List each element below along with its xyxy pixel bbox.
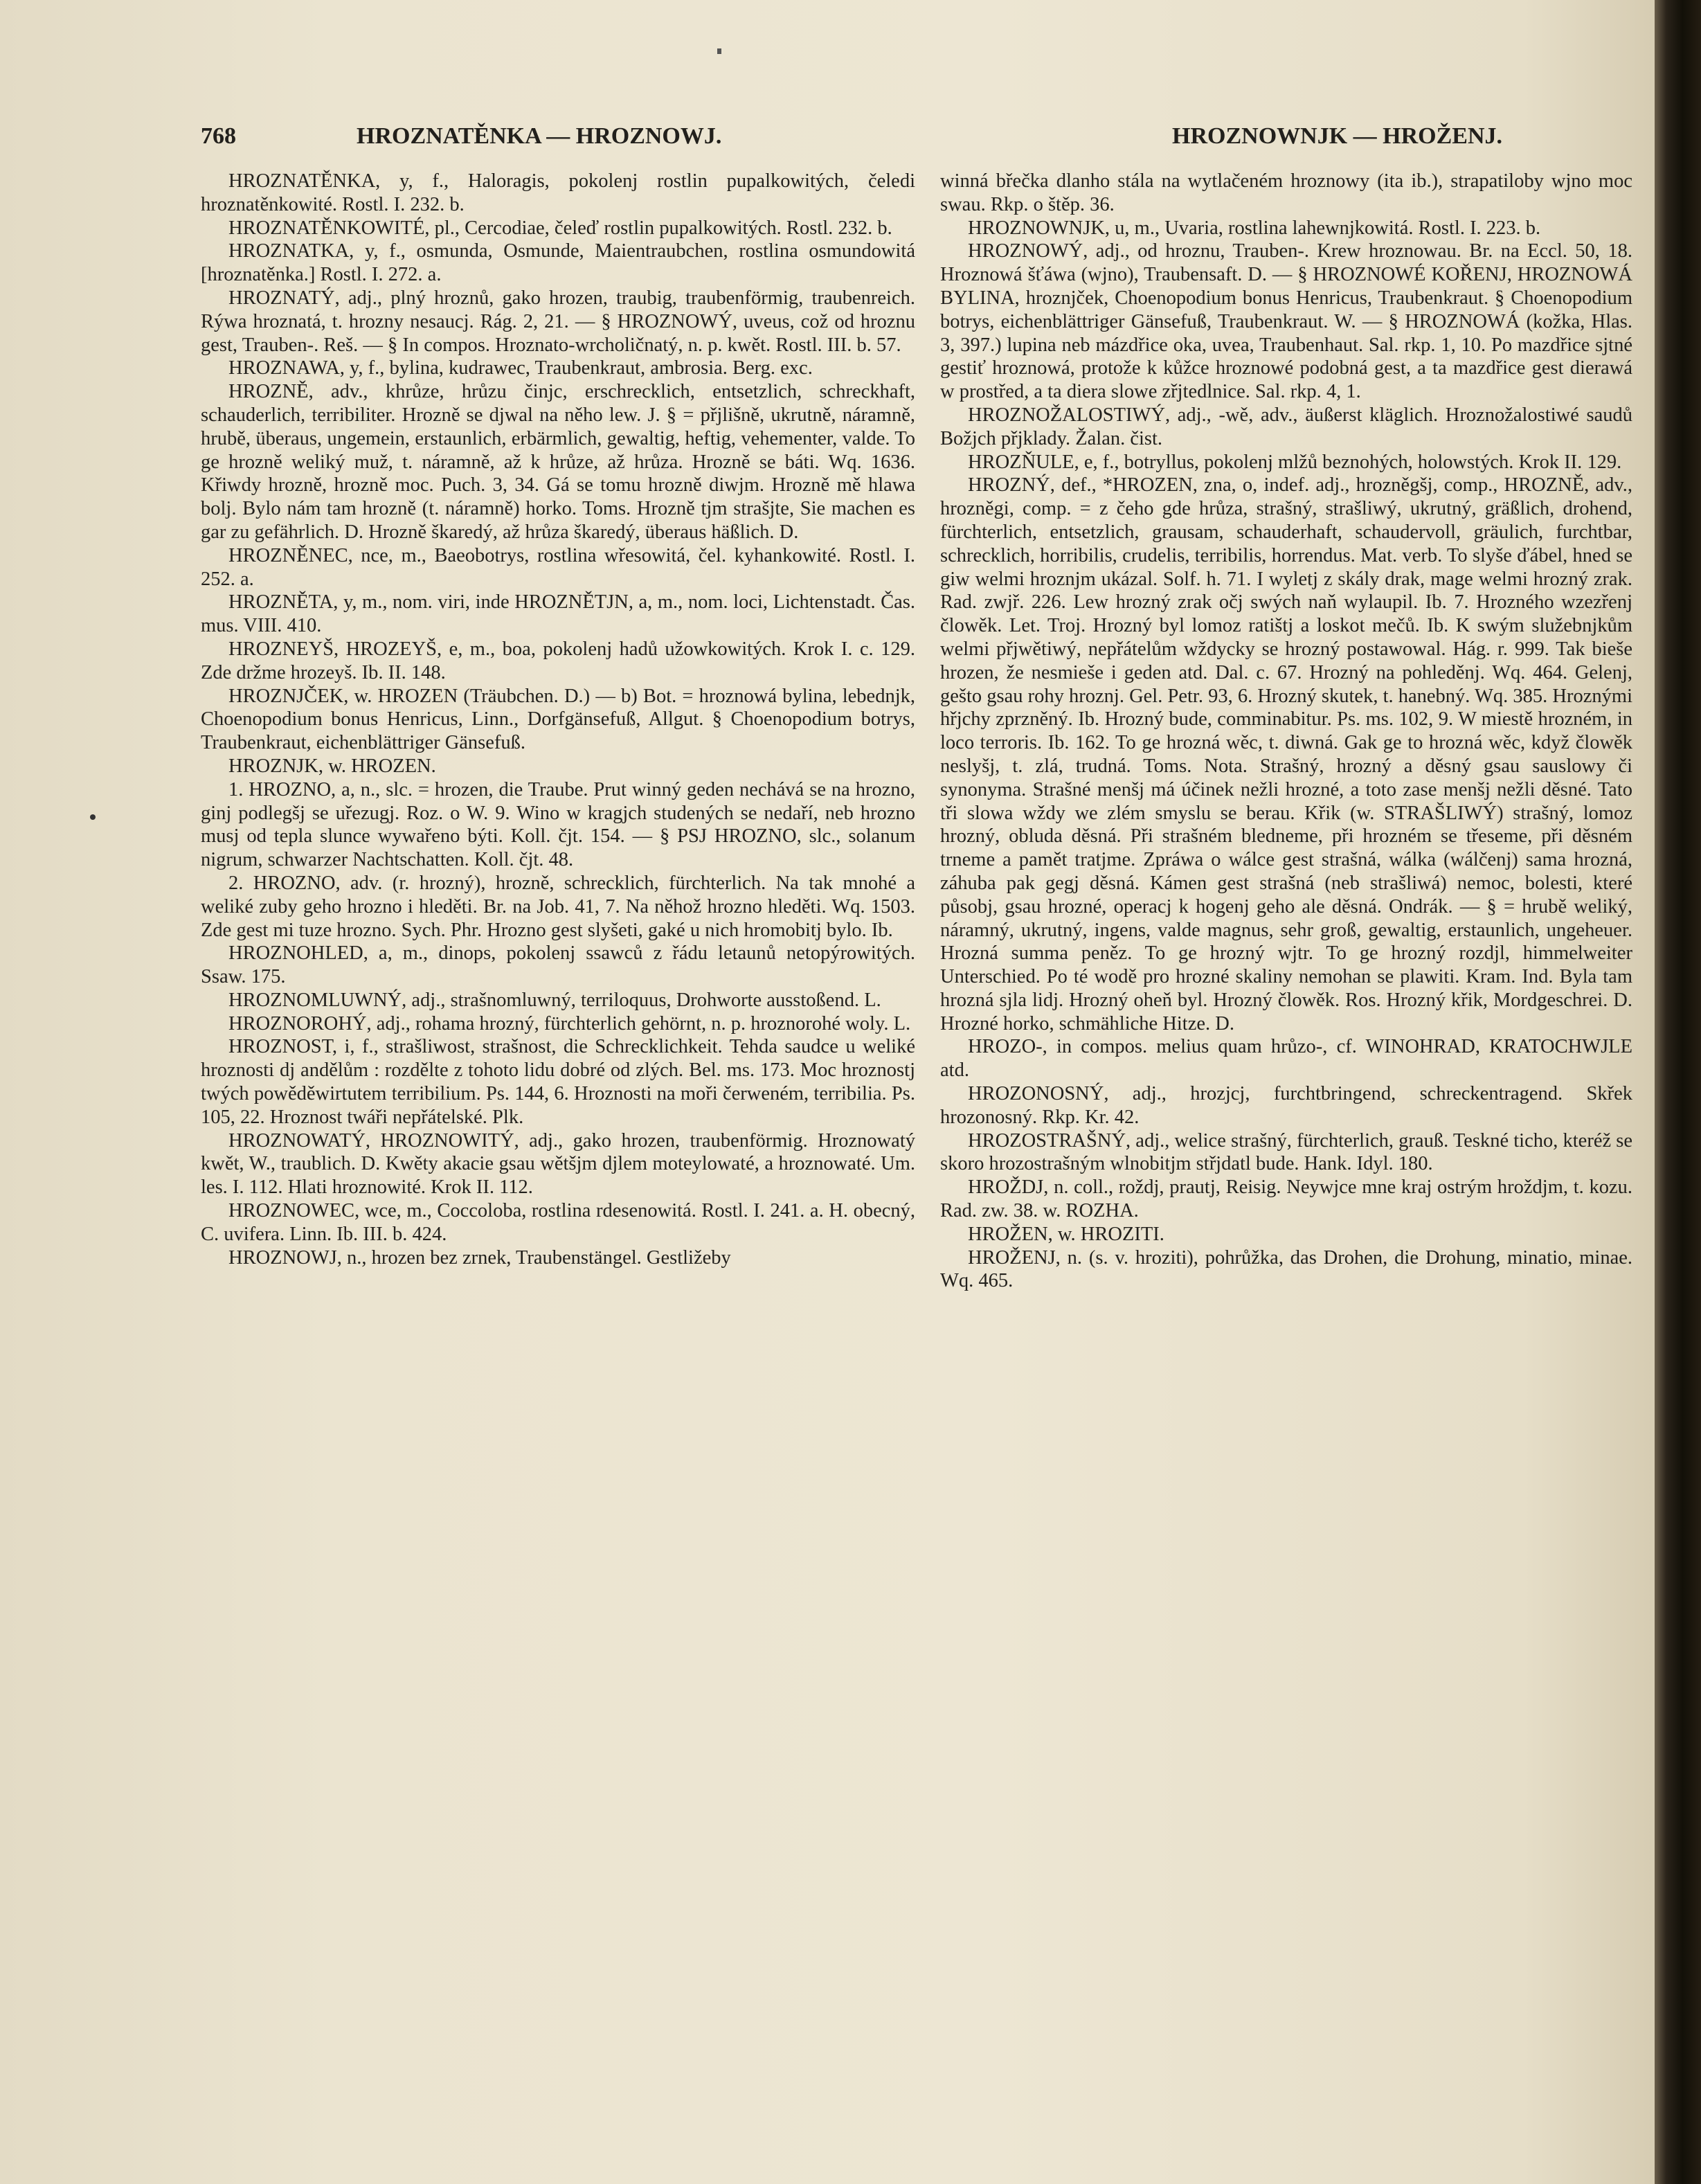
- entry: HROZNOWATÝ, HROZNOWITÝ, adj., gako hrozen, traubenförmig. Hroznowatý kwět, W., traublich. D. Kwěty akacie gsau wětšjm djlem moteylowaté, a hroznowaté. Um. les. I. 112. Hlati hroznowité. Krok II. 112.: [201, 1129, 915, 1199]
- entry: HROŽDJ, n. coll., roždj, prautj, Reisig. Neywjce mne kraj ostrým hroždjm, t. kozu. Rad. zw. 38. w. ROZHA.: [940, 1176, 1632, 1222]
- right-column: [940, 170, 1632, 1293]
- entry: HROZNOROHÝ, adj., rohama hrozný, fürchterlich gehörnt, n. p. hroznorohé woly. L.: [228, 1012, 911, 1035]
- entry: HROZNĚNEC, nce, m., Baeobotrys, rostlina wřesowitá, čel. kyhankowité. Rostl. I. 252. a.: [201, 544, 915, 590]
- entry: HROZNEYŠ, HROZEYŠ, e, m., boa, pokolenj hadů užowkowitých. Krok I. c. 129. Zde držme hrozeyš. Ib. II. 148.: [201, 638, 915, 683]
- book-spine-edge: [1655, 0, 1701, 2184]
- entry: HROZNJK, w. HROZEN.: [228, 755, 436, 777]
- page-number: 768: [201, 123, 236, 149]
- running-title-right: HROZNOWNJK — HROŽENJ.: [1172, 123, 1502, 149]
- entry: HROZNATKA, y, f., osmunda, Osmunde, Maientraubchen, rostlina osmundowitá [hroznatěnka.] Rostl. I. 272. a.: [201, 240, 915, 286]
- entry: 2. HROZNO, adv. (r. hrozný), hrozně, schrecklich, fürchterlich. Na tak mnohé a weliké zuby geho hrozno i hleděti. Br. na Job. 41, 7. Na něhož hrozno hleděti. Wq. 1503. Zde gest mi tuze hrozno. Sych. Phr. Hrozno gest slyšeti, gaké u nich hromobitj bylo. Ib.: [201, 872, 915, 941]
- entry: HROZNOWÝ, adj., od hroznu, Trauben-. Krew hroznowau. Br. na Eccl. 50, 18. Hroznowá šťáwa (wjno), Traubensaft. D. — § HROZNOWÉ KOŘENJ, HROZNOWÁ BYLINA, hroznjček, Choenopodium bonus Henricus, Traubenkraut. § Choenopodium botrys, eichenblättriger Gänsefuß, Traubenkraut. W. — § HROZNOWÁ (kožka, Hlas. 3, 397.) lupina neb mázdřice oka, uvea, Traubenhaut. Sal. rkp. 1, 10. Po mazdřice sjtné gestiť hroznowá, protože k kůžce hroznowé podobná gest, a ta mazdřice gest dierawá w prostřed, a ta diera slowe zřjtedlnice. Sal. rkp. 4, 1.: [940, 240, 1632, 403]
- left-column: [201, 170, 915, 1269]
- entry: HROŽEN, w. HROZITI.: [968, 1223, 1164, 1245]
- entry: HROZOSTRAŠNÝ, adj., welice strašný, fürchterlich, grauß. Teskné ticho, kteréž se skoro hrozostrašným wlnobitjm střjdatl bude. Hank. Idyl. 180.: [940, 1129, 1632, 1175]
- page-header: [201, 123, 1502, 165]
- entry: HROZNATĚNKA, y, f., Haloragis, pokolenj rostlin pupalkowitých, čeledi hroznatěnkowité. Rostl. I. 232. b.: [201, 170, 915, 215]
- entry: HROZNOWNJK, u, m., Uvaria, rostlina lahewnjkowitá. Rostl. I. 223. b.: [968, 217, 1541, 239]
- print-mark: [717, 48, 721, 54]
- entry: HROZNOMLUWNÝ, adj., strašnomluwný, terriloquus, Drohworte ausstoßend. L.: [228, 989, 881, 1011]
- entry: HROZNĚ, adv., khrůze, hrůzu činjc, erschrecklich, entsetzlich, schreckhaft, schauderlich, terribiliter. Hrozně se djwal na něho lew. J. § = přjlišně, ukrutně, náramně, hrubě, überaus, ungemein, erstaunlich, erbärmlich, gewaltig, heftig, vehementer, valde. To ge hrozně weliký muž, t. náramně, až k hrůze, až hrůza. Hrozně se báti. Wq. 1636. Křiwdy hrozně, hrozně moc. Puch. 3, 34. Gá se tomu hrozně diwjm. Hrozně mě hlawa bolj. Bylo nám tam hrozně (t. náramně) horko. Toms. Hrozně tjm strašjte, Sie machen es gar zu gefährlich. D. Hrozně škaredý, až hrůza škaredý, überaus häßlich. D.: [201, 381, 915, 543]
- entry: HROZNATÝ, adj., plný hroznů, gako hrozen, traubig, traubenförmig, traubenreich. Rýwa hroznatá, t. hrozny nesaucj. Rág. 2, 21. — § HROZNOWÝ, uveus, což od hroznu gest, Trauben-. Reš. — § In compos. Hroznato-wrcholičnatý, n. p. kwět. Rostl. III. b. 57.: [201, 287, 915, 356]
- margin-dot: [90, 814, 96, 820]
- entry: HROZNÝ, def., *HROZEN, zna, o, indef. adj., hrozněgšj, comp., HROZNĚ, adv., hrozněgi, comp. = z čeho gde hrůza, strašný, strašliwý, ukrutný, gräßlich, drohend, fürchterlich, entsetzlich, grausam, schauderhaft, schaudervoll, gräulich, furchtbar, schrecklich, horribilis, crudelis, terribilis, horrendus. Mat. verb. To slyše ďábel, hned se giw welmi hroznjm ukázal. Solf. h. 71. I wyletj z skály drak, mage welmi hrozný zrak. Rad. zwjř. 226. Lew hrozný zrak očj swých naň wylaupil. Ib. 7. Hrozného wzezřenj člowěk. Let. Troj. Hrozný byl lomoz ratištj a loskot mečů. Ib. K swým služebnjkům welmi přjwětiwý, nepřátelům wždycky se hrozný postawowal. Hág. r. 999. Tak bieše hrozen, že nesmieše i geden atd. Dal. c. 67. Hrozný na pohleděnj. Wq. 464. Gelenj, gešto gsau rohy hroznj. Gel. Petr. 93, 6. Hrozný skutek, t. hanebný. Wq. 385. Hroznými hřjchy zprzněný. Ib. Hrozný bude, comminabitur. Ps. ms. 102, 9. W miestě hrozném, in loco terroris. Ib. 162. To ge hrozná wěc, t. diwná. Gak ge to hrozná wěc, když člowěk neslyšj, t. zlá, trudná. Toms. Nota. Strašný, hrozný a děsný gsau sauslowy či synonyma. Strašné menšj má účinek nežli hrozné, a toto zase menšj nežli děsné. Tato tři slowa wždy we zlém smyslu se berau. Křik (w. STRAŠLIWÝ) strašný, lomoz hrozný, obluda děsná. Při strašném bledneme, při hrozném se třeseme, při děsném trneme a pamět tratjme. Zpráwa o wálce gest strašná, wálka (wálčenj) sama hrozná, záhuba pak gegj děsná. Kámen gest strašná (neb strašliwá) nemoc, bolesti, které působj, gsau hrozné, operacj k hogenj geho ale děsná. Ondrák. — § = hrubě weliký, náramný, ukrutný, ingens, valde magnus, sehr groß, gewaltig, erstaunlich, ungeheuer. Hrozná summa peněz. To ge hrozný wjtr. To ge hrozný rozdjl, himmelweiter Unterschied. Po té wodě pro hrozné skaliny nemohan se plawiti. Kram. Ind. Byla tam hrozná sjla lidj. Hrozný oheň byl. Hrozný člowěk. Ros. Hrozný křik, Mordgeschrei. D. Hrozné horko, schmähliche Hitze. D.: [940, 474, 1632, 1035]
- entry: HROZNATĚNKOWITÉ, pl., Cercodiae, čeleď rostlin pupalkowitých. Rostl. 232. b.: [228, 217, 892, 239]
- entry: HROZŇULE, e, f., botryllus, pokolenj mlžů beznohých, holowstých. Krok II. 129.: [968, 451, 1622, 473]
- entry: 1. HROZNO, a, n., slc. = hrozen, die Traube. Prut winný geden nechává se na hrozno, ginj podlegšj se uřezugj. Roz. o W. 9. Wino w kragjch studených se nedaří, neb hrozno musj od tepla slunce wywařeno býti. Koll. čjt. 154. — § PSJ HROZNO, slc., solanum nigrum, schwarzer Nachtschatten. Koll. čjt. 48.: [201, 778, 915, 871]
- entry: HROZNAWA, y, f., bylina, kudrawec, Traubenkraut, ambrosia. Berg. exc.: [228, 357, 813, 379]
- entry: HROZNJČEK, w. HROZEN (Träubchen. D.) — b) Bot. = hroznowá bylina, lebednjk, Choenopodium bonus Henricus, Linn., Dorfgänsefuß, Allgut. § Choenopodium botrys, Traubenkraut, eichenblättriger Gänsefuß.: [201, 685, 915, 754]
- entry: HROZONOSNÝ, adj., hrozjcj, furchtbringend, schreckentragend. Skřek hrozonosný. Rkp. Kr. 42.: [940, 1083, 1632, 1128]
- entry: HROZNĚTA, y, m., nom. viri, inde HROZNĚTJN, a, m., nom. loci, Lichtenstadt. Čas. mus. VIII. 410.: [201, 591, 915, 637]
- entry: HROŽENJ, n. (s. v. hroziti), pohrůžka, das Drohen, die Drohung, minatio, minae. Wq. 465.: [940, 1246, 1632, 1292]
- running-title-left: HROZNATĚNKA — HROZNOWJ.: [357, 123, 722, 149]
- entry: HROZO-, in compos. melius quam hrůzo-, cf. WINOHRAD, KRATOCHWJLE atd.: [940, 1036, 1632, 1082]
- entry-continuation: winná břečka dlanho stála na wytlačeném hroznowy (ita ib.), strapatiloby wjno moc swau. Rkp. o štěp. 36.: [940, 170, 1632, 215]
- entry: HROZNOWEC, wce, m., Coccoloba, rostlina rdesenowitá. Rostl. I. 241. a. H. obecný, C. uvifera. Linn. Ib. III. b. 424.: [201, 1200, 915, 1245]
- entry: HROZNOST, i, f., strašliwost, strašnost, die Schrecklichkeit. Tehda saudce u weliké hroznosti dj andělům : rozdělte z tohoto lidu dobré od zlých. Bel. ms. 173. Moc hroznostj twých powěděwirtutem terribilium. Ps. 144, 6. Hroznosti na moři čerweném, terribilia. Ps. 105, 22. Hroznost twáři nepřátelské. Plk.: [201, 1036, 915, 1128]
- entry: HROZNOWJ, n., hrozen bez zrnek, Traubenstängel. Gestližeby: [228, 1246, 731, 1269]
- entry: HROZNOŽALOSTIWÝ, adj., -wě, adv., äußerst kläglich. Hroznožalostiwé saudů Božjch přjklady. Žalan. čist.: [940, 404, 1632, 449]
- entry: HROZNOHLED, a, m., dinops, pokolenj ssawců z řádu letaunů netopýrowitých. Ssaw. 175.: [201, 942, 915, 988]
